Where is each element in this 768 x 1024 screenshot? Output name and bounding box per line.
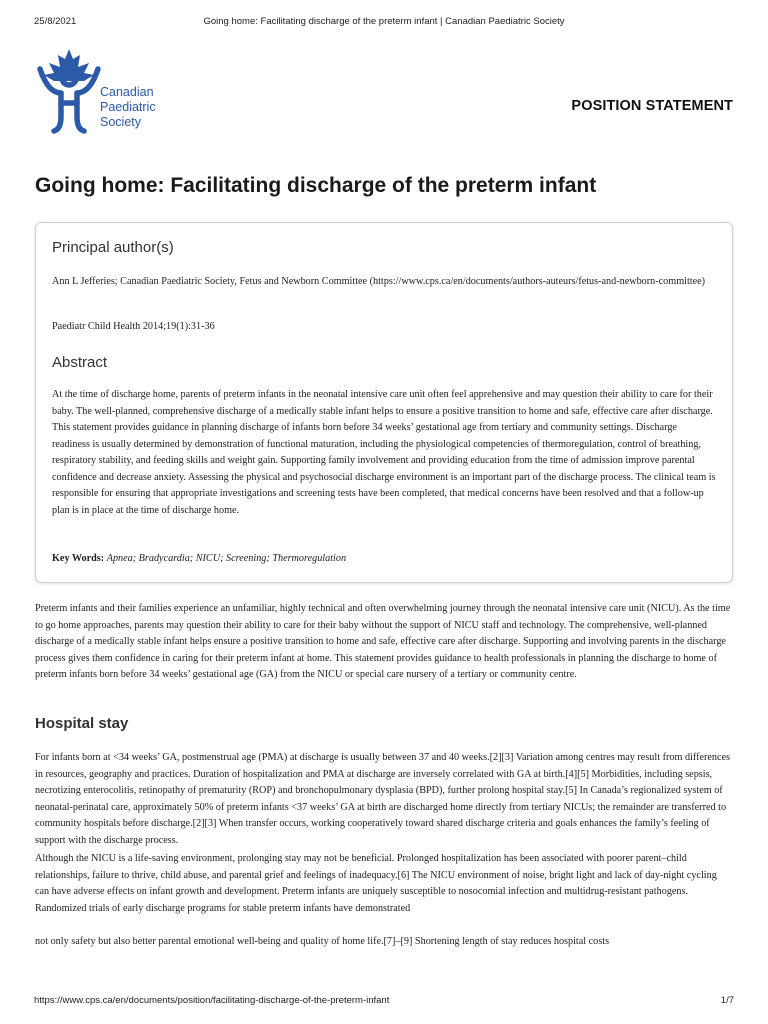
- print-date: 25/8/2021: [34, 16, 77, 27]
- hospital-stay-heading: Hospital stay: [35, 715, 129, 732]
- org-name-line: Canadian: [100, 85, 154, 99]
- keywords: [52, 551, 716, 568]
- page-number: 1/7: [720, 995, 734, 1006]
- hospital-stay-paragraph: For infants born at <34 weeks’ GA, postmenstrual age (PMA) at discharge is usually between 37 and 40 weeks.[2][3] Variation among centres may result from differences in resources, geography and practices. Duration of hospitalization and PMA at discharge are inversely correlated with GA at birth.[4][5] Morbidities, including sepsis, necrotizing enterocolitis, retinopathy of prematurity (ROP) and bronchopulmonary dysplasia (BPD), further prolong hospital stay.[5] In Canada’s regionalized system of neonatal-perinatal care, approximately 50% of preterm infants <37 weeks’ GA at birth are discharged home directly from tertiary NICUs; the remainder are transferred to community hospitals before discharge.[2][3] When transfer occurs, working cooperatively toward shared discharge criteria and goals enhances the family’s feeling of support with the discharge process.: [35, 752, 731, 846]
- citation-text: Paediatr Child Health 2014;19(1):31-36: [52, 321, 215, 332]
- org-name: [100, 85, 156, 130]
- abstract-heading: Abstract: [52, 354, 108, 371]
- keywords-label: Key Words:: [52, 553, 105, 564]
- authors-heading: Principal author(s): [52, 239, 174, 256]
- page-title: Going home: Facilitating discharge of the preterm infant: [35, 174, 597, 197]
- hospital-stay-paragraph: Although the NICU is a life-saving environment, prolonging stay may not be beneficial. Prolonged hospitalization has been associated with poorer parent–child relationships, failure to thrive, child abuse, and parental grief and feelings of inadequacy.[6] The NICU environment of noise, bright light and lack of day-night cycling can have adverse effects on infant growth and development. Preterm infants are uniquely susceptible to nosocomial infection and multidrug-resistant pathogens. Randomized trials of early discharge programs for stable preterm infants have demonstrated: [35, 853, 717, 914]
- authors-text[interactable]: Ann L Jefferies; Canadian Paediatric Society, Fetus and Newborn Committee (https://www.cps.ca/en/documents/authors-auteurs/fetus-and-newborn-committee): [52, 276, 706, 287]
- summary-card: [35, 222, 733, 583]
- print-footer: [34, 995, 734, 1009]
- print-page-title: Going home: Facilitating discharge of the preterm infant | Canadian Paediatric Society: [203, 16, 565, 27]
- cps-logo[interactable]: [34, 47, 184, 139]
- org-name-line: Society: [100, 115, 141, 129]
- intro-paragraph: Preterm infants and their families experience an unfamiliar, highly technical and often overwhelming journey through the neonatal intensive care unit (NICU). As the time to go home approaches, parents may question their ability to care for their baby without the support of NICU staff and technology. The comprehensive, well-planned discharge of a medically stable infant helps ensure a positive transition to home and safe, effective care after discharge. Supporting and involving parents in the discharge process gives them confidence in caring for their preterm infant at home. This statement provides guidance to health professionals in planning the discharge to home of preterm infants born before 34 weeks’ gestational age (GA) from the NICU or special care nursery of a tertiary or community centre.: [35, 603, 731, 680]
- keywords-list: Apnea; Bradycardia; NICU; Screening; Thermoregulation: [106, 553, 347, 564]
- maple-leaf-child-icon: [34, 47, 104, 137]
- abstract-text: At the time of discharge home, parents of preterm infants in the neonatal intensive care unit often feel apprehensive and may question their ability to care for their baby. The well-planned, comprehensive discharge of a medically stable infant helps to ensure a positive transition to home and safe, effective care after discharge. This statement provides guidance in planning discharge of infants born before 34 weeks’ gestational age from tertiary and community settings. Discharge readiness is usually determined by demonstration of functional maturation, including the physiological competencies of thermoregulation, control of breathing, respiratory stability, and feeding skills and weight gain. Supporting family involvement and providing education from the time of admission improve parental confidence and decrease anxiety. Assessing the physical and psychosocial discharge environment is an important part of the discharge process. The clinical team is responsible for ensuring that appropriate investigations and screening tests have been completed, that medical concerns have been resolved and that a follow-up plan is in place at the time of discharge home.: [52, 389, 716, 516]
- hospital-stay-paragraph: not only safety but also better parental emotional well-being and quality of home life.[7]–[9] Shortening length of stay reduces hospital costs: [35, 936, 610, 947]
- document-type-label: POSITION STATEMENT: [571, 98, 733, 114]
- print-url: https://www.cps.ca/en/documents/position/facilitating-discharge-of-the-preterm-infant: [34, 995, 390, 1006]
- org-name-line: Paediatric: [100, 100, 156, 114]
- print-header: [34, 16, 734, 30]
